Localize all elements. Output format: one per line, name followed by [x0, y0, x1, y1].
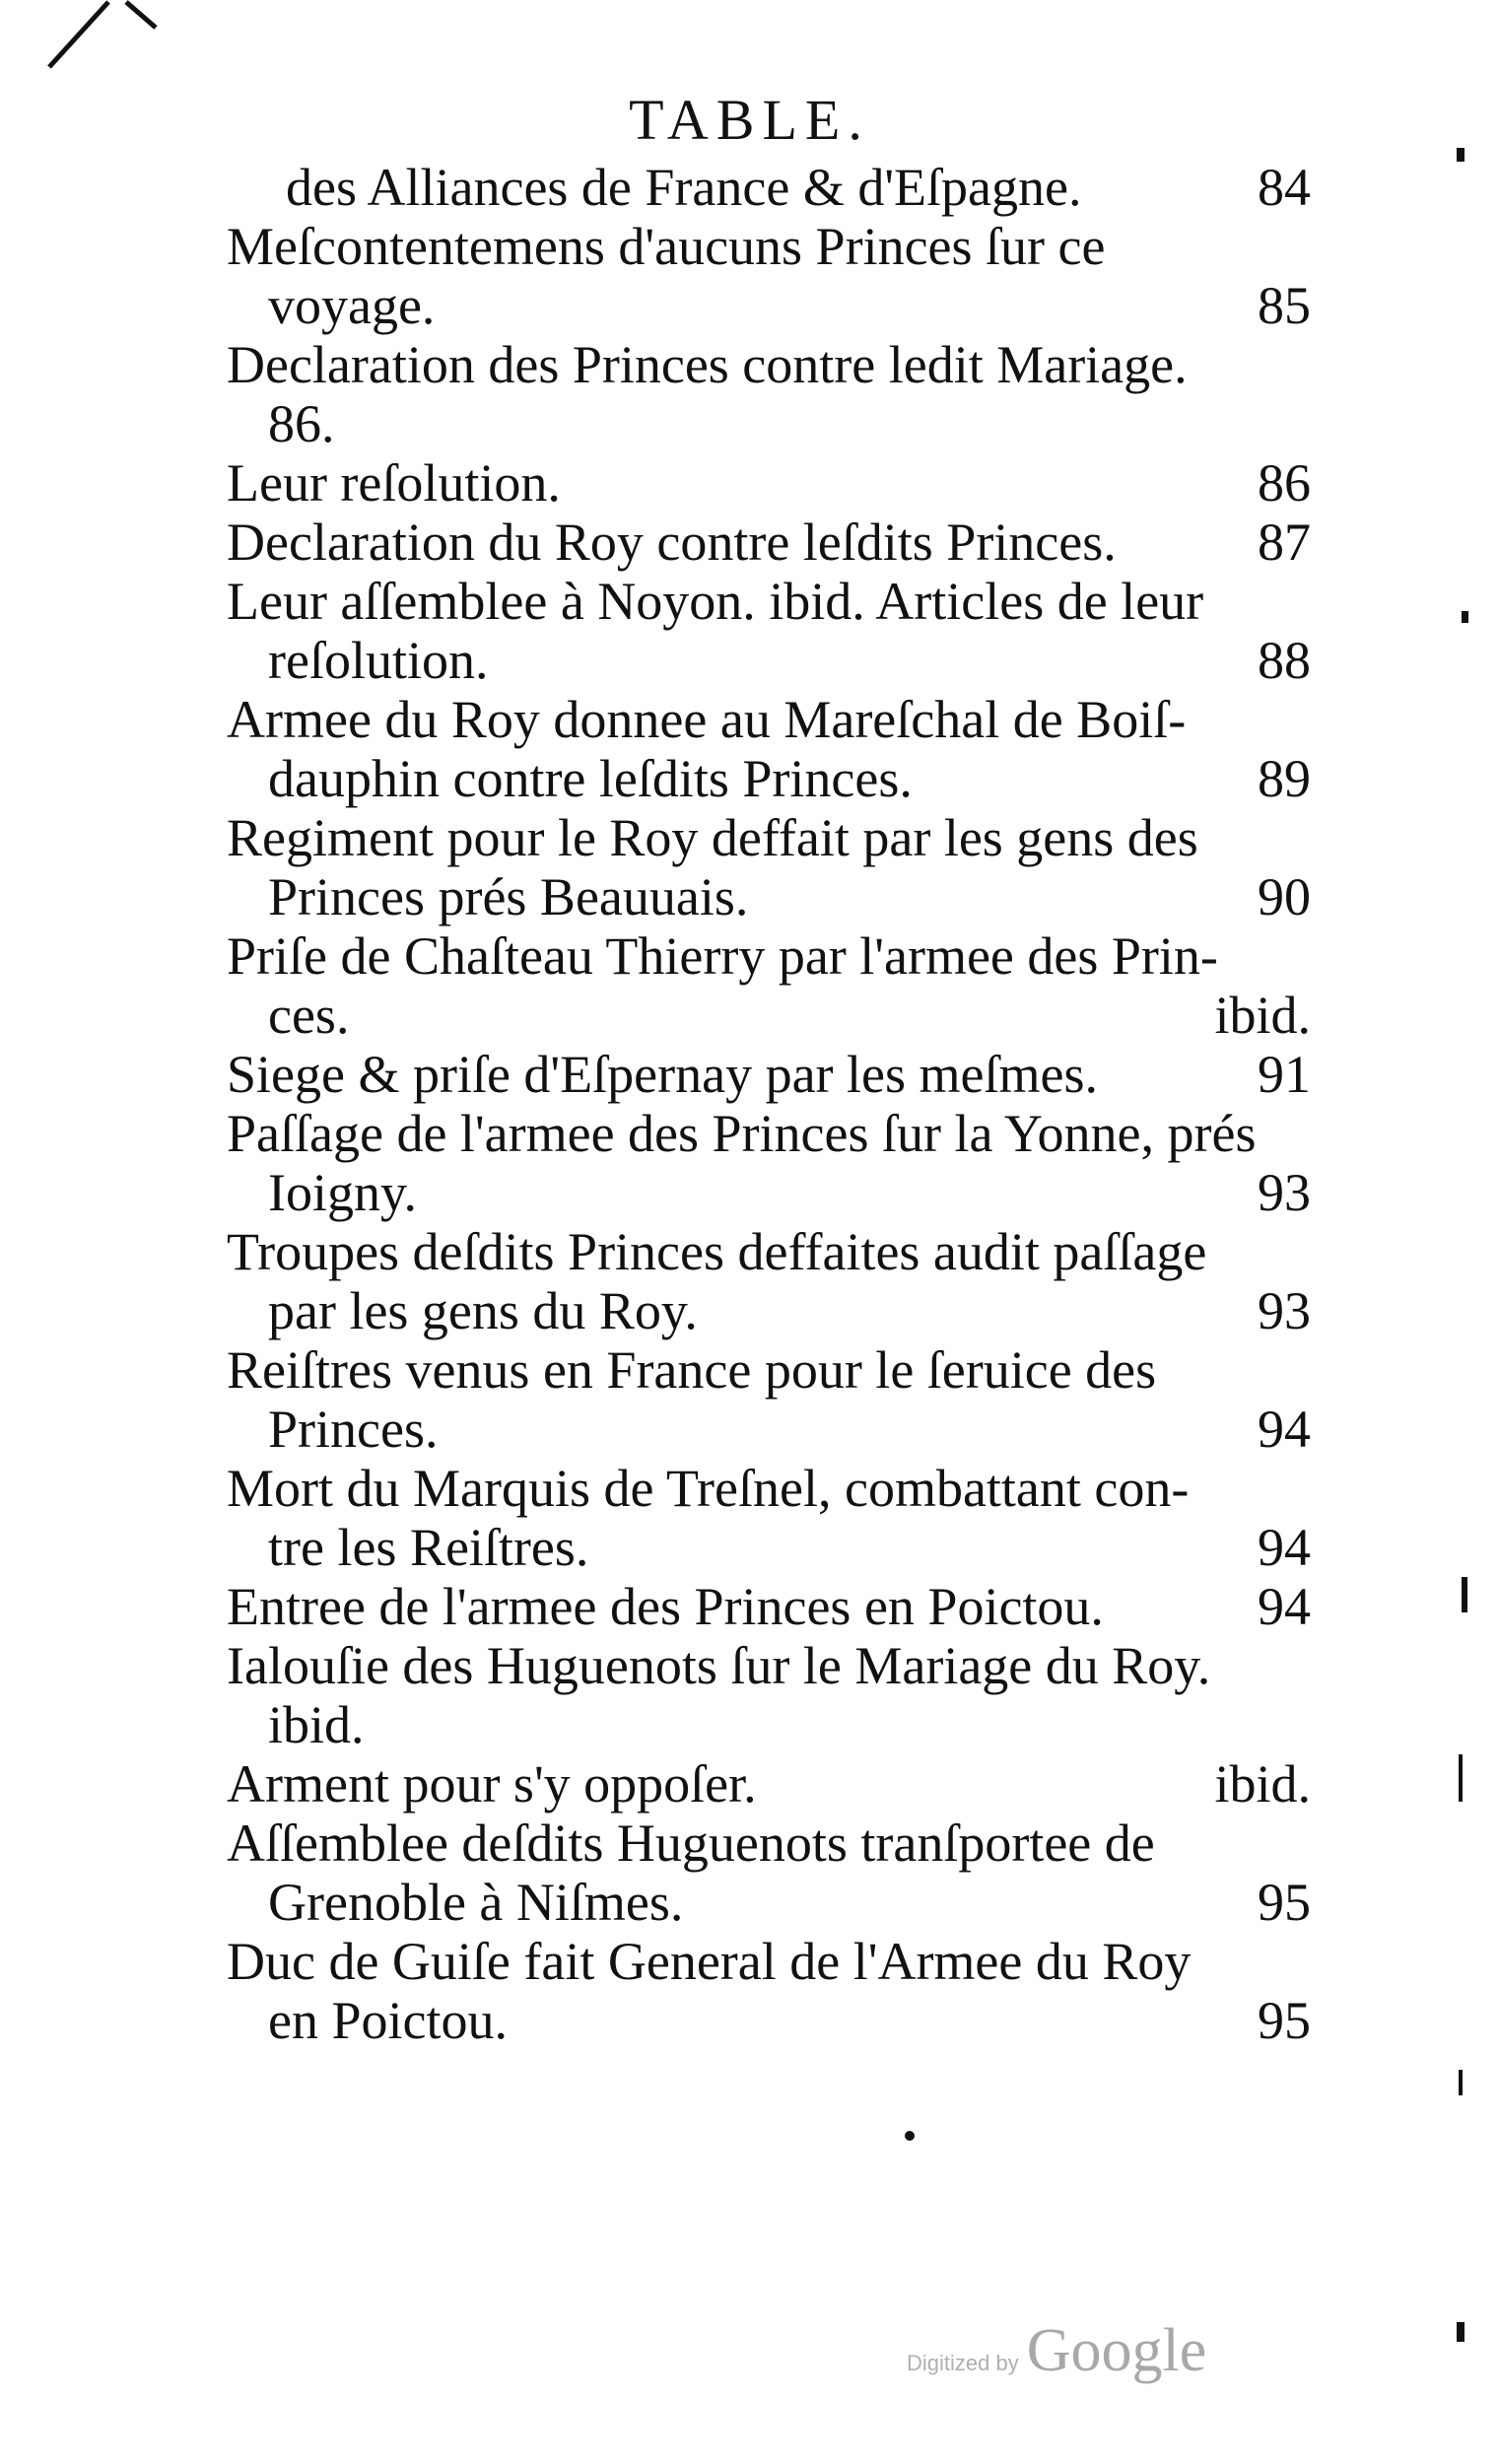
- toc-page-number: 90: [1258, 867, 1311, 926]
- toc-entry-line: [227, 1814, 1311, 1873]
- toc-entry-line: [227, 808, 1311, 867]
- toc-entry: [227, 808, 1311, 926]
- toc-entry-text: Paſſage de l'armee des Princes ſur la Yonne, prés: [227, 1104, 1257, 1163]
- toc-page-number: 88: [1258, 631, 1311, 690]
- toc-entry-continuation: [227, 867, 1311, 926]
- toc-entry-text: Regiment pour le Roy deffait par les gens des: [227, 808, 1198, 867]
- toc-entry-text: Leur aſſemblee à Noyon. ibid. Articles de leur: [227, 572, 1204, 631]
- toc-entry: [227, 1754, 1311, 1814]
- toc-entry-text: Priſe de Chaſteau Thierry par l'armee des Prin-: [227, 926, 1218, 986]
- toc-entry-line: [227, 1104, 1311, 1163]
- toc-entry-line: [227, 1636, 1311, 1695]
- google-logo: Google: [1026, 2317, 1207, 2384]
- toc-entry-continuation: [227, 394, 1311, 453]
- digitized-watermark: [907, 2316, 1206, 2386]
- toc-entry-line: [227, 1932, 1311, 1991]
- margin-speck: [1459, 2070, 1463, 2095]
- toc-entry-text: Reiſtres venus en France pour le ſeruice des: [227, 1340, 1157, 1400]
- toc-entry-line: [227, 1459, 1311, 1518]
- toc-entry: [227, 158, 1311, 217]
- toc-entry-text: Princes.: [268, 1400, 439, 1459]
- toc-entry-text: Mort du Marquis de Treſnel, combattant con-: [227, 1459, 1190, 1518]
- toc-entry-line: [227, 1754, 1311, 1814]
- toc-entry-line: [227, 217, 1311, 276]
- toc-entry-continuation: [227, 1991, 1311, 2050]
- toc-entry-continuation: [227, 986, 1311, 1045]
- toc-entry-text: reſolution.: [268, 631, 489, 690]
- scan-corner-mark: [39, 0, 158, 69]
- toc-entry-text: Duc de Guiſe fait General de l'Armee du Roy: [227, 1932, 1192, 1991]
- toc-entry-continuation: [227, 1873, 1311, 1932]
- toc-entry-line: [227, 1577, 1311, 1636]
- toc-page-number: 91: [1258, 1045, 1311, 1104]
- toc-entry-text: Leur reſolution.: [227, 453, 561, 513]
- toc-page-number: 94: [1258, 1400, 1311, 1459]
- toc-entry: [227, 1222, 1311, 1340]
- toc-entry-continuation: [227, 631, 1311, 690]
- toc-entry: [227, 1459, 1311, 1577]
- toc-entry-text: Ialouſie des Huguenots ſur le Mariage du Roy.: [227, 1636, 1211, 1695]
- toc-entry: [227, 1104, 1311, 1222]
- toc-entry-text: Declaration du Roy contre leſdits Princes.: [227, 513, 1117, 572]
- toc-page-number: 94: [1258, 1518, 1311, 1577]
- toc-entry-line: [227, 572, 1311, 631]
- watermark-prefix: Digitized by: [907, 2351, 1019, 2375]
- toc-entry-text: Siege & priſe d'Eſpernay par les meſmes.: [227, 1045, 1098, 1104]
- toc-entry-line: [227, 1340, 1311, 1400]
- toc-entry-line: [227, 1222, 1311, 1281]
- toc-entry-continuation: [227, 1163, 1311, 1222]
- toc-entry-continuation: [227, 1518, 1311, 1577]
- toc-page-number: 87: [1258, 513, 1311, 572]
- toc-entry: [227, 1636, 1311, 1754]
- toc-entry-text: en Poictou.: [268, 1991, 508, 2050]
- margin-speck: [1457, 2322, 1465, 2342]
- toc-entry-text: Arment pour s'y oppoſer.: [227, 1754, 757, 1814]
- toc-entry-line: [227, 926, 1311, 986]
- toc-entry-line: [227, 335, 1311, 394]
- toc-entry-text: Declaration des Princes contre ledit Mariage.: [227, 335, 1188, 394]
- toc-entry: [227, 1577, 1311, 1636]
- toc-entry-text: Ioigny.: [268, 1163, 417, 1222]
- toc-entry-continuation: [227, 1281, 1311, 1340]
- toc-entry: [227, 453, 1311, 513]
- toc-entry-text: par les gens du Roy.: [268, 1281, 698, 1340]
- toc-entry-continuation: [227, 749, 1311, 808]
- toc-entry-line: [227, 453, 1311, 513]
- toc-entry: [227, 1932, 1311, 2050]
- toc-page-number: 85: [1258, 276, 1311, 335]
- toc-entry-text: tre les Reiſtres.: [268, 1518, 589, 1577]
- table-of-contents: [227, 158, 1311, 2050]
- toc-entry: [227, 690, 1311, 808]
- margin-speck: [1462, 1577, 1467, 1612]
- margin-speck: [1462, 611, 1468, 623]
- toc-entry: [227, 1814, 1311, 1932]
- toc-entry-text: Grenoble à Niſmes.: [268, 1873, 684, 1932]
- toc-page-number: 93: [1258, 1163, 1311, 1222]
- margin-speck: [905, 2131, 915, 2141]
- toc-entry-line: [227, 1045, 1311, 1104]
- toc-entry-text: des Alliances de France & d'Eſpagne.: [286, 158, 1082, 217]
- toc-entry-text: 86.: [268, 394, 335, 453]
- toc-entry-continuation: [227, 1695, 1311, 1754]
- toc-entry-line: [227, 158, 1311, 217]
- toc-entry: [227, 1045, 1311, 1104]
- toc-entry-text: Troupes deſdits Princes deffaites audit paſſage: [227, 1222, 1207, 1281]
- toc-page-number: 84: [1258, 158, 1311, 217]
- toc-entry-text: voyage.: [268, 276, 436, 335]
- margin-speck: [1459, 1754, 1463, 1802]
- toc-entry-continuation: [227, 276, 1311, 335]
- toc-page-number: 94: [1258, 1577, 1311, 1636]
- toc-entry: [227, 217, 1311, 335]
- toc-entry-text: ces.: [268, 986, 350, 1045]
- toc-entry: [227, 572, 1311, 690]
- toc-entry: [227, 1340, 1311, 1459]
- toc-entry: [227, 335, 1311, 453]
- toc-page-number: ibid.: [1214, 1754, 1311, 1814]
- toc-entry-text: ibid.: [268, 1695, 365, 1754]
- toc-entry-text: Meſcontentemens d'aucuns Princes ſur ce: [227, 217, 1106, 276]
- toc-entry: [227, 513, 1311, 572]
- toc-entry-line: [227, 513, 1311, 572]
- toc-page-number: 95: [1258, 1873, 1311, 1932]
- toc-entry: [227, 926, 1311, 1045]
- toc-entry-text: Princes prés Beauuais.: [268, 867, 749, 926]
- toc-entry-text: dauphin contre leſdits Princes.: [268, 749, 913, 808]
- page-header-title: TABLE.: [629, 88, 870, 152]
- toc-entry-line: [227, 690, 1311, 749]
- toc-page-number: 95: [1258, 1991, 1311, 2050]
- toc-page-number: ibid.: [1214, 986, 1311, 1045]
- toc-entry-text: Armee du Roy donnee au Mareſchal de Boiſ-: [227, 690, 1187, 749]
- toc-entry-text: Aſſemblee deſdits Huguenots tranſportee de: [227, 1814, 1155, 1873]
- toc-page-number: 86: [1258, 453, 1311, 513]
- toc-entry-continuation: [227, 1400, 1311, 1459]
- toc-page-number: 93: [1258, 1281, 1311, 1340]
- toc-entry-text: Entree de l'armee des Princes en Poictou.: [227, 1577, 1104, 1636]
- toc-page-number: 89: [1258, 749, 1311, 808]
